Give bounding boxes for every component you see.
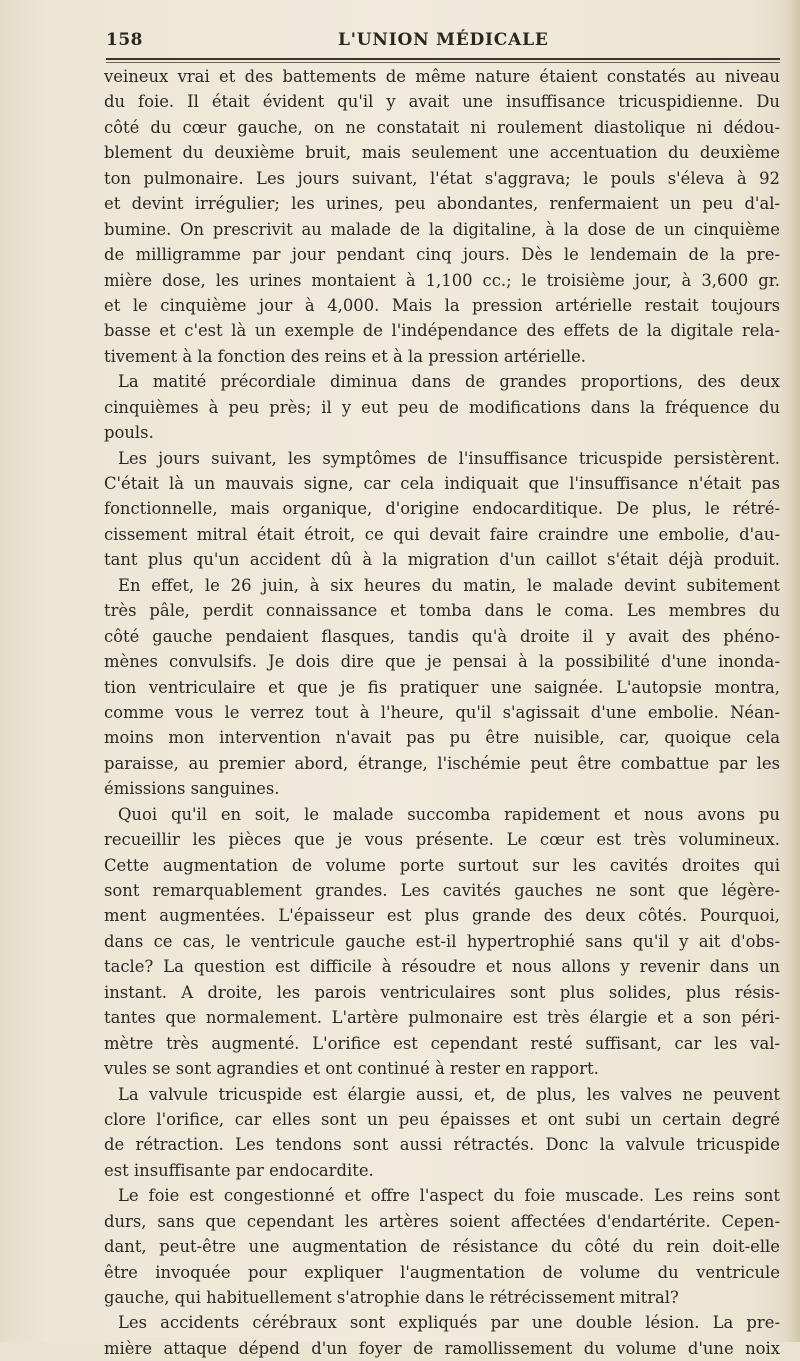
text-line: Quoi qu'il en soit, le malade succomba rapidement et nous avons pu	[118, 804, 780, 824]
text-line: tacle? La question est difficile à résoudre et nous allons y revenir dans un	[104, 957, 780, 977]
text-line: pouls.	[104, 423, 154, 443]
text-line: recueillir les pièces que je vous présente. Le cœur est très volumineux.	[104, 830, 780, 850]
text-line: côté du cœur gauche, on ne constatait ni roulement diastolique ni dédou-	[104, 117, 780, 137]
text-line: paraisse, au premier abord, étrange, l'ischémie peut être combattue par les	[104, 753, 780, 773]
text-line: côté gauche pendaient flasques, tandis qu'à droite il y avait des phéno-	[104, 626, 780, 646]
running-header	[106, 24, 780, 60]
page-edge-shadow	[786, 0, 800, 1342]
text-line: de milligramme par jour pendant cinq jours. Dès le lendemain de la pre-	[104, 245, 780, 265]
text-line: Les jours suivant, les symptômes de l'insuffisance tricuspide persistèrent.	[118, 448, 780, 468]
text-line: basse et c'est là un exemple de l'indépendance des effets de la digitale rela-	[104, 321, 780, 341]
text-line: Cette augmentation de volume porte surtout sur les cavités droites qui	[104, 855, 780, 875]
text-line: durs, sans que cependant les artères soient affectées d'endartérite. Cepen-	[104, 1211, 780, 1231]
text-line: dans ce cas, le ventricule gauche est-il hypertrophié sans qu'il y ait d'obs-	[104, 931, 780, 951]
text-line: bumine. On prescrivit au malade de la digitaline, à la dose de un cinquième	[104, 219, 780, 239]
text-line: moins mon intervention n'avait pas pu être nuisible, car, quoique cela	[104, 728, 780, 748]
text-line: blement du deuxième bruit, mais seulement une accentuation du deuxième	[104, 143, 780, 163]
text-line: tant plus qu'un accident dû à la migration d'un caillot s'était déjà produit.	[104, 550, 780, 570]
text-line: tion ventriculaire et que je fis pratiquer une saignée. L'autopsie montra,	[104, 677, 780, 697]
journal-title: L'UNION MÉDICALE	[338, 30, 549, 50]
text-line: est insuffisante par endocardite.	[104, 1160, 374, 1180]
text-line: gauche, qui habituellement s'atrophie dans le rétrécissement mitral?	[104, 1288, 679, 1307]
text-line: En effet, le 26 juin, à six heures du matin, le malade devint subitement	[118, 575, 780, 595]
text-line: Les accidents cérébraux sont expliqués par une double lésion. La pre-	[118, 1313, 780, 1333]
text-line: du foie. Il était évident qu'il y avait une insuffisance tricuspidienne. Du	[104, 92, 780, 112]
text-line: C'était là un mauvais signe, car cela indiquait que l'insuffisance n'était pas	[104, 474, 780, 493]
page-number: 158	[106, 30, 143, 50]
text-line: et le cinquième jour à 4,000. Mais la pression artérielle restait toujours	[104, 295, 780, 315]
header-rule	[106, 58, 780, 60]
text-line: La matité précordiale diminua dans de grandes proportions, des deux	[118, 372, 780, 392]
text-line: La valvule tricuspide est élargie aussi, et, de plus, les valves ne peuvent	[118, 1084, 780, 1104]
text-line: mière dose, les urines montaient à 1,100 cc.; le troisième jour, à 3,600 gr.	[104, 270, 780, 290]
text-line: ton pulmonaire. Les jours suivant, l'état s'aggrava; le pouls s'éleva à 92	[104, 168, 780, 188]
text-line: tantes que normalement. L'artère pulmonaire est très élargie et a son péri-	[104, 1008, 780, 1028]
text-line: tivement à la fonction des reins et à la pression artérielle.	[104, 346, 586, 366]
text-line: cinquièmes à peu près; il y eut peu de modifications dans la fréquence du	[104, 397, 780, 417]
text-line: être invoquée pour expliquer l'augmentation de volume du ventricule	[104, 1262, 780, 1282]
text-line: dant, peut-être une augmentation de résistance du côté du rein doit-elle	[104, 1237, 780, 1257]
body-text	[104, 64, 780, 1361]
text-line: de rétraction. Les tendons sont aussi rétractés. Donc la valvule tricuspide	[104, 1135, 780, 1155]
text-line: mètre très augmenté. L'orifice est cependant resté suffisant, car les val-	[104, 1033, 780, 1053]
text-line: très pâle, perdit connaissance et tomba dans le coma. Les membres du	[104, 601, 780, 621]
text-line: fonctionnelle, mais organique, d'origine endocarditique. De plus, le rétré-	[104, 499, 780, 519]
text-line: sont remarquablement grandes. Les cavités gauches ne sont que légère-	[104, 881, 780, 900]
text-line: cissement mitral était étroit, ce qui devait faire craindre une embolie, d'au-	[104, 524, 780, 544]
text-line: veineux vrai et des battements de même nature étaient constatés au niveau	[104, 67, 780, 86]
text-line: ment augmentées. L'épaisseur est plus grande des deux côtés. Pourquoi,	[104, 906, 780, 926]
text-line: émissions sanguines.	[104, 779, 280, 799]
header-rule-thin	[106, 62, 780, 63]
text-line: comme vous le verrez tout à l'heure, qu'il s'agissait d'une embolie. Néan-	[104, 702, 780, 722]
text-line: Le foie est congestionné et offre l'aspect du foie muscade. Les reins sont	[118, 1186, 780, 1206]
text-line: et devint irrégulier; les urines, peu abondantes, renfermaient un peu d'al-	[104, 194, 780, 214]
text-line: mènes convulsifs. Je dois dire que je pensai à la possibilité d'une inonda-	[104, 652, 780, 672]
text-line: vules se sont agrandies et ont continué à rester en rapport.	[104, 1059, 599, 1079]
text-line: mière attaque dépend d'un foyer de ramollissement du volume d'une noix	[104, 1338, 780, 1358]
text-line: clore l'orifice, car elles sont un peu épaisses et ont subi un certain degré	[104, 1109, 780, 1129]
text-line: instant. A droite, les parois ventriculaires sont plus solides, plus résis-	[104, 982, 780, 1002]
